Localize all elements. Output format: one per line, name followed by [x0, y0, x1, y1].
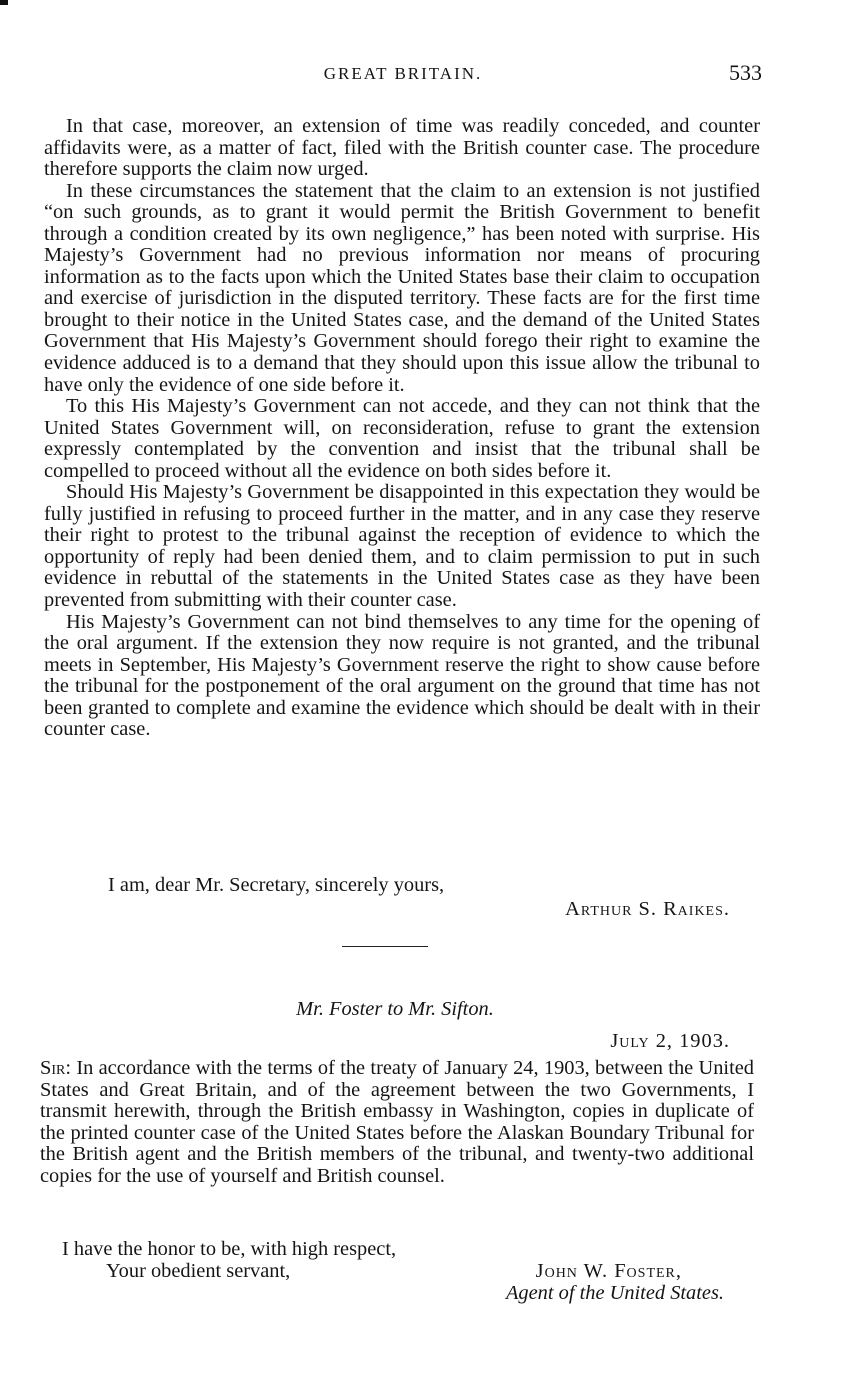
- letter1-body: [44, 116, 760, 741]
- letter2-body-text: In accordance with the terms of the treaty of January 24, 1903, between the United States and Great Britain, and of the agreement between the two Governments, I transmit herewith, through the British embassy in Washington, copies in duplicate of the printed counter case of the United States before the Alaskan Boundary Tribunal for the British agent and the British members of the tribunal, and twenty-two additional copies for the use of yourself and British counsel.: [40, 1057, 754, 1187]
- letter1-paragraph-4: Should His Majesty’s Government be disappointed in this expectation they would be fully justified in refusing to proceed further in the matter, and in any case they reserve their right to protest to the tribunal against the reception of evidence to which the opportunity of reply had been denied them, and to claim permission to put in such evidence in rebuttal of the statements in the United States case as they have been prevented from submitting with their counter case.: [44, 481, 760, 612]
- letter2-salutation: Sir:: [40, 1057, 72, 1079]
- letter1-paragraph-3: To this His Majesty’s Government can not accede, and they can not think that the United States Government will, on reconsideration, refuse to grant the extension expressly contemplated by the convention and insist that the tribunal shall be compelled to proceed without all the evidence on both sides before it.: [44, 395, 760, 482]
- letter2-body: [40, 1058, 754, 1187]
- letter2-signature-title: Agent of the United States.: [505, 1282, 724, 1304]
- letter1-paragraph-2: In these circumstances the statement that the claim to an extension is not justified “on such grounds, as to grant it would permit the British Government to benefit through a condition created by its own negligence,” has been noted with surprise. His Majesty’s Government had no previous information nor means of procuring information as to the facts upon which the United States base their claim to occupation and exercise of jurisdiction in the disputed territory. These facts are for the first time brought to their notice in the United States case, and the demand of the United States Government that His Majesty’s Government should forego their right to examine the evidence adduced is to a demand that they should upon this issue allow the tribunal to have only the evidence of one side before it.: [44, 179, 760, 396]
- letter2-date: July 2, 1903.: [610, 1030, 730, 1052]
- letter2-signature: John W. Foster,: [535, 1260, 682, 1282]
- letter2-title: Mr. Foster to Mr. Sifton.: [296, 998, 494, 1020]
- letter1-paragraph-1: In that case, moreover, an extension of time was readily conceded, and counter affidavits were, as a matter of fact, filed with the British counter case. The procedure therefore supports the claim now urged.: [44, 115, 760, 181]
- page-number: 533: [729, 60, 762, 85]
- letter1-paragraph-5: His Majesty’s Government can not bind themselves to any time for the opening of the oral argument. If the extension they now require is not granted, and the tribunal meets in September, His Majesty’s Government reserve the right to show cause before the tribunal for the postponement of the oral argument on the ground that time has not been granted to complete and examine the evidence which should be dealt with in their counter case.: [44, 610, 760, 741]
- running-title: GREAT BRITAIN.: [323, 64, 483, 83]
- page-header: [44, 60, 762, 88]
- scan-corner-mark: [0, 0, 8, 5]
- letter2-paragraph: [40, 1058, 754, 1187]
- letter2-closing-line-1: I have the honor to be, with high respect,: [62, 1238, 397, 1260]
- letter1-signature: Arthur S. Raikes.: [565, 898, 730, 920]
- letter2-closing-line-2: Your obedient servant,: [106, 1260, 291, 1282]
- section-divider: [342, 946, 428, 947]
- letter1-closing: I am, dear Mr. Secretary, sincerely yours,: [108, 874, 445, 896]
